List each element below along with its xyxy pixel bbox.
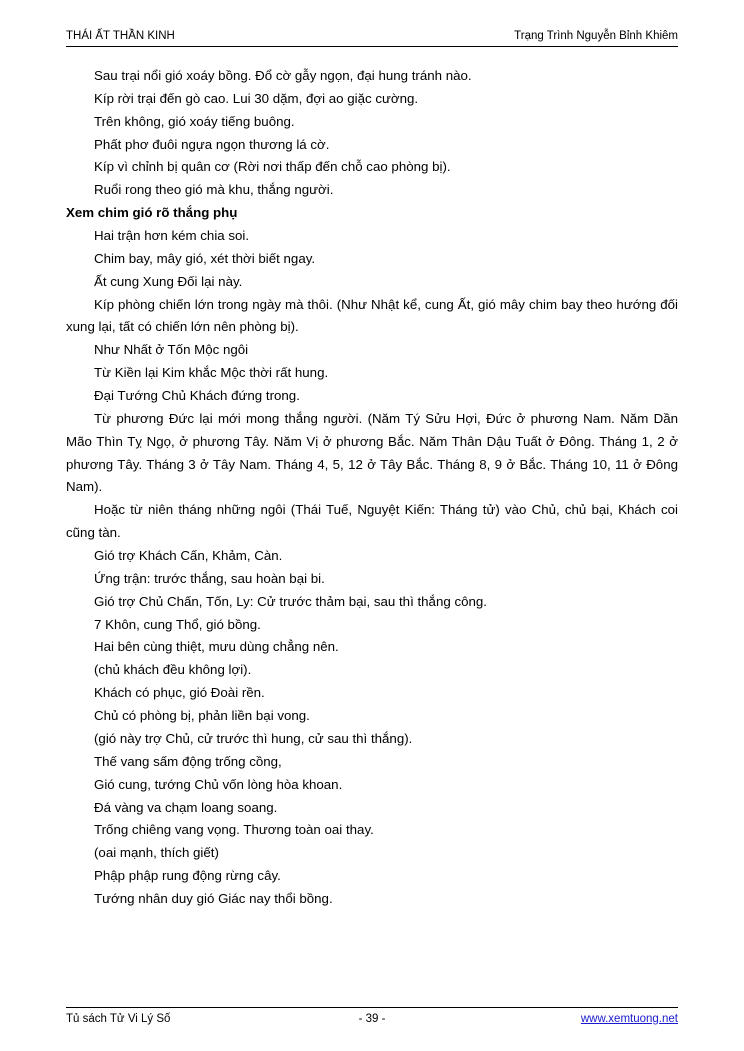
body-paragraph: Trên không, gió xoáy tiếng buông. xyxy=(94,113,295,129)
body-paragraph: Gió trợ Chủ Chấn, Tốn, Ly: Cử trước thảm bại, sau thì thắng công. xyxy=(94,593,487,609)
body-paragraph: Phất phơ đuôi ngựa ngọn thương lá cờ. xyxy=(94,136,330,152)
body-paragraph: Chim bay, mây gió, xét thời biết ngay. xyxy=(94,250,316,266)
page-header xyxy=(66,30,678,47)
body-paragraph: (oai mạnh, thích giết) xyxy=(94,845,219,861)
body-paragraph: Từ phương Đức lại mới mong thắng người. (Năm Tý Sửu Hợi, Đức ở phương Nam. Năm Dần Mão Thìn Tỵ Ngọ, ở phương Tây. Năm Vị ở phương Bắc. Năm Thân Dậu Tuất ở Đông. Tháng 1, 2 ở phương Tây. Tháng 3 ở Tây Nam. Tháng 4, 5, 12 ở Tây Bắc. Tháng 8, 9 ở Bắc. Tháng 10, 11 ở Đông Nam). xyxy=(66,410,678,495)
body-paragraph: Phập phập rung động rừng cây. xyxy=(94,868,281,884)
body-paragraph: Từ Kiền lại Kim khắc Mộc thời rất hung. xyxy=(94,365,329,381)
body-paragraph: Thế vang sấm động trống cồng, xyxy=(94,753,282,769)
body-paragraph: Ứng trận: trước thắng, sau hoàn bại bi. xyxy=(94,570,325,586)
footer-website-link[interactable]: www.xemtuong.net xyxy=(580,1013,678,1025)
body-paragraph: Khách có phục, gió Đoài rền. xyxy=(94,685,265,701)
page-number: - 39 - xyxy=(358,1013,386,1025)
body-paragraph: Hai bên cùng thiệt, mưu dùng chẳng nên. xyxy=(94,639,339,655)
body-paragraph: Chủ có phòng bị, phản liền bại vong. xyxy=(94,708,310,724)
body-paragraph: Đại Tướng Chủ Khách đứng trong. xyxy=(94,388,300,404)
page-footer xyxy=(66,1007,678,1025)
footer-left: Tủ sách Tử Vi Lý Số xyxy=(66,1013,171,1025)
header-title-left: THÁI ẤT THẦN KINH xyxy=(66,30,175,42)
body-paragraph: Tướng nhân duy gió Giác nay thổi bồng. xyxy=(94,890,333,906)
body-paragraph: Trống chiêng vang vọng. Thương toàn oai thay. xyxy=(94,822,374,838)
body-paragraph: Kíp phòng chiến lớn trong ngày mà thôi. (Như Nhật kể, cung Ất, gió mây chim bay theo hướng đối xung lại, tất có chiến lớn nên phòng bị). xyxy=(66,296,678,335)
body-paragraph: Kíp vì chỉnh bị quân cơ (Rời nơi thấp đến chỗ cao phòng bị). xyxy=(94,159,451,175)
body-paragraph: Hai trận hơn kém chia soi. xyxy=(94,228,250,244)
body-paragraph: (gió này trợ Chủ, cử trước thì hung, cử sau thì thắng). xyxy=(94,730,413,746)
body-paragraph: Đá vàng va chạm loang soang. xyxy=(94,799,278,815)
section-heading: Xem chim gió rõ thắng phụ xyxy=(66,205,238,221)
body-paragraph: Gió cung, tướng Chủ vốn lòng hòa khoan. xyxy=(94,776,343,792)
body-paragraph: (chủ khách đều không lợi). xyxy=(94,662,252,678)
body-paragraph: 7 Khôn, cung Thổ, gió bồng. xyxy=(94,616,261,632)
body-paragraph: Hoặc từ niên tháng những ngôi (Thái Tuế, Nguyệt Kiến: Tháng tử) vào Chủ, chủ bại, Khách coi cũng tàn. xyxy=(66,502,678,541)
body-paragraph: Kíp rời trại đến gò cao. Lui 30 dặm, đợi ao giặc cường. xyxy=(94,90,419,106)
body-paragraph: Ruổi rong theo gió mà khu, thắng người. xyxy=(94,182,334,198)
page-body xyxy=(66,47,678,911)
body-paragraph: Ất cung Xung Đối lại này. xyxy=(94,273,243,289)
body-paragraph: Sau trại nổi gió xoáy bồng. Đổ cờ gẫy ngọn, đại hung tránh nào. xyxy=(94,68,472,83)
body-paragraph: Gió trợ Khách Cấn, Khảm, Càn. xyxy=(94,548,283,564)
header-title-right: Trạng Trình Nguyễn Bỉnh Khiêm xyxy=(514,30,678,42)
body-paragraph: Như Nhất ở Tốn Mộc ngôi xyxy=(94,342,249,358)
